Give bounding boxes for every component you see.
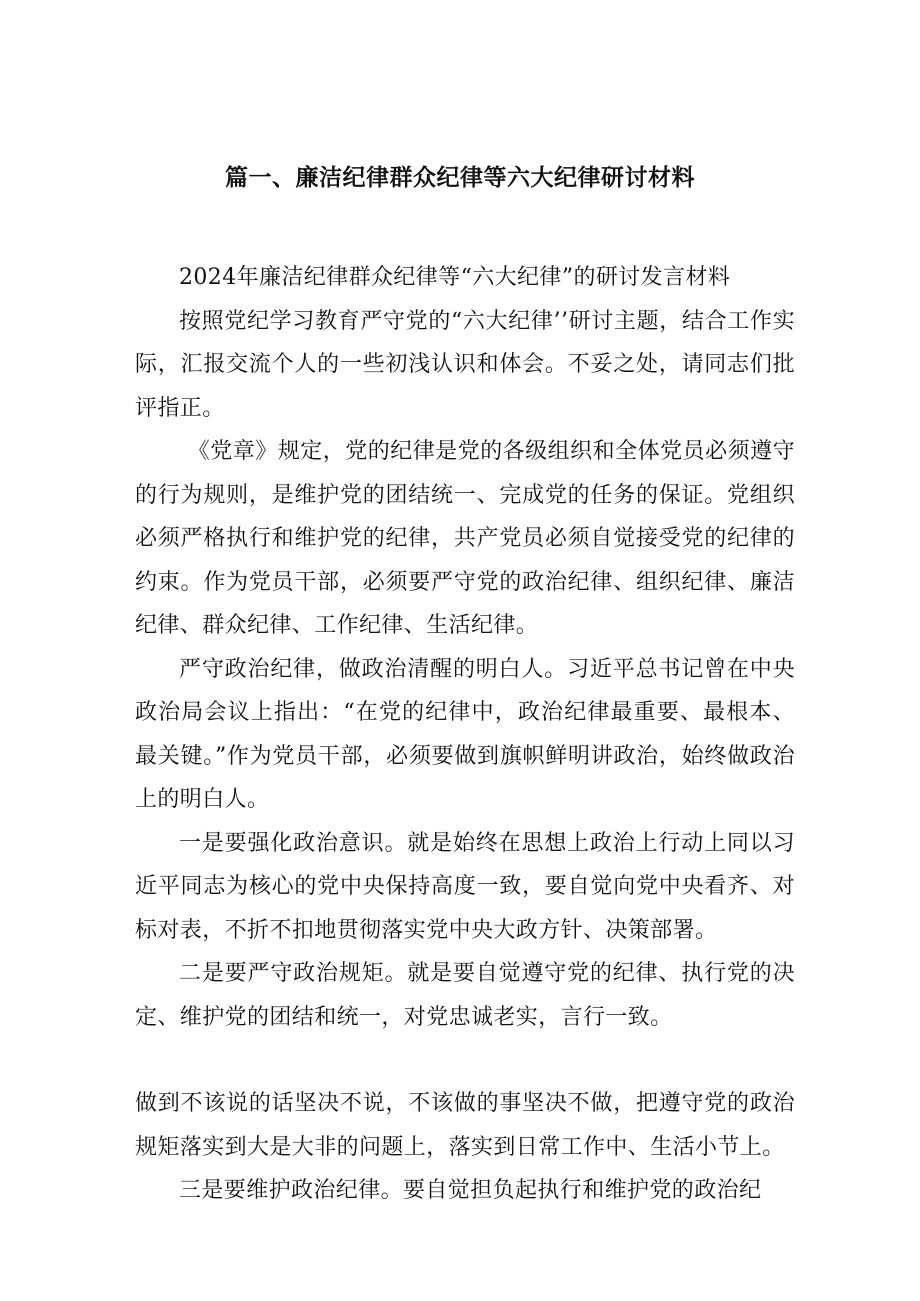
continuation-paragraph: 做到不该说的话坚决不说，不该做的事坚决不做，把遵守党的政治规矩落实到大是大非的问题上，落实到日常工作中、生活小节上。 (135, 1091, 795, 1160)
point-two-paragraph: 二是要严守政治规矩。就是要自觉遵守党的纪律、执行党的决定、维护党的团结和统一，对党忠诚老实，言行一致。 (135, 961, 795, 1030)
paragraph-gap (135, 1039, 795, 1082)
intro-paragraph: 按照党纪学习教育严守党的“六大纪律’’研讨主题，结合工作实际，汇报交流个人的一些初浅认识和体会。不妥之处，请同志们批评指正。 (135, 308, 795, 421)
document-body (135, 256, 795, 1213)
document-title: 篇一、廉洁纪律群众纪律等六大纪律研讨材料 (225, 165, 695, 191)
point-one-paragraph: 一是要强化政治意识。就是始终在思想上政治上行动上同以习近平同志为核心的党中央保持高度一致，要自觉向党中央看齐、对标对表，不折不扣地贯彻落实党中央大政方针、决策部署。 (135, 830, 795, 943)
point-three-paragraph: 三是要维护政治纪律。要自觉担负起执行和维护党的政治纪 (179, 1178, 762, 1203)
party-constitution-paragraph: 《党章》规定，党的纪律是党的各级组织和全体党员必须遵守的行为规则，是维护党的团结统一、完成党的任务的保证。党组织必须严格执行和维护党的纪律，共产党员必须自觉接受党的纪律的约束。作为党员干部，必须要严守党的政治纪律、组织纪律、廉洁纪律、群众纪律、工作纪律、生活纪律。 (135, 439, 795, 638)
political-discipline-paragraph: 严守政治纪律，做政治清醒的明白人。习近平总书记曾在中央政治局会议上指出：“在党的纪律中，政治纪律最重要、最根本、最关键。”作为党员干部，必须要做到旗帜鲜明讲政治，始终做政治上的明白人。 (135, 656, 795, 812)
subtitle-paragraph: 2024年廉洁纪律群众纪律等“六大纪律”的研讨发言材料 (179, 265, 731, 290)
